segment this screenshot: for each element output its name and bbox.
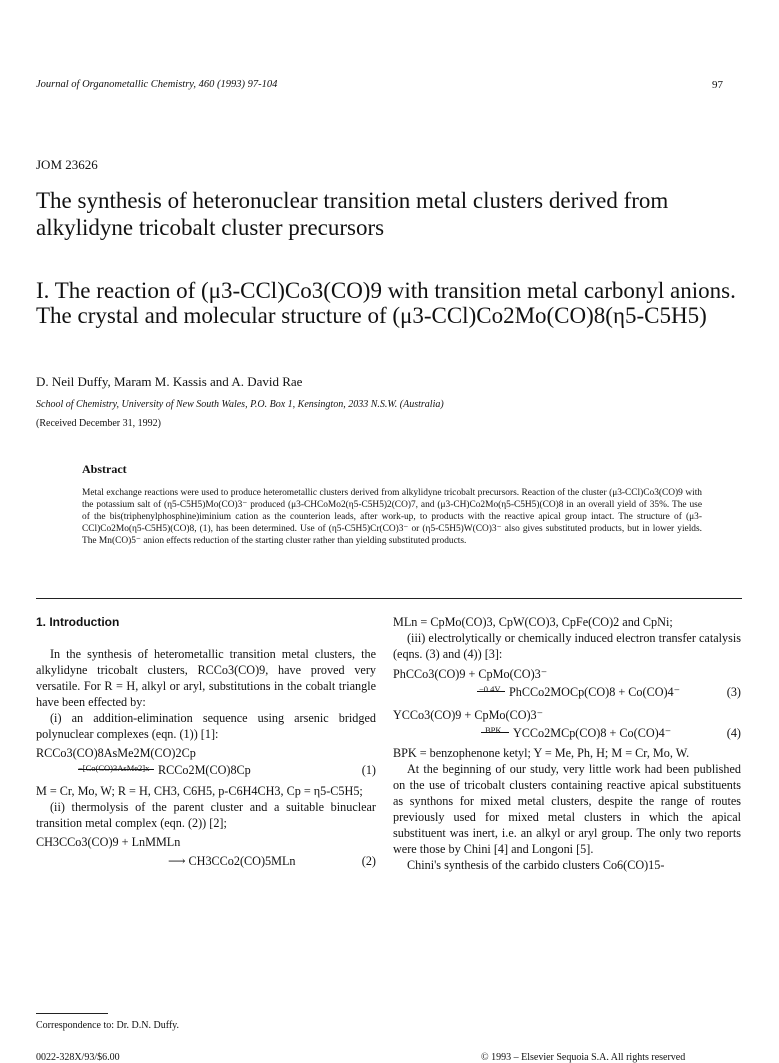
equation-1-reactants: RCCo3(CO)8AsMe2M(CO)2Cp: [36, 746, 196, 760]
equation-4-number: (4): [726, 726, 741, 740]
paragraph: In the synthesis of heterometallic transition metal clusters, the alkylidyne tricobalt clusters, RCCo3(CO)9, have proved very versatile. For R = H, alkyl or aryl, substitutions in the cobalt triangle have been effected by:: [36, 647, 376, 709]
equation-3-row: [393, 682, 741, 704]
spacer: [36, 630, 376, 646]
abstract-heading: Abstract: [82, 462, 127, 476]
journal-citation: Journal of Organometallic Chemistry, 460 (1993) 97-104: [36, 79, 278, 90]
paragraph: Chini's synthesis of the carbido clusters Co6(CO)15-: [407, 858, 665, 872]
section-heading: 1. Introduction: [36, 615, 120, 629]
paragraph: M = Cr, Mo, W; R = H, CH3, C6H5, p-C6H4CH3, Cp = η5-C5H5;: [36, 784, 363, 798]
correspondence-note: Correspondence to: Dr. D.N. Duffy.: [36, 1020, 180, 1031]
equation-4-row: [393, 723, 741, 745]
authors: D. Neil Duffy, Maram M. Kassis and A. David Rae: [36, 374, 303, 389]
paragraph: (i) an addition-elimination sequence using arsenic bridged polynuclear complexes (eqn. (1)) [1]:: [36, 711, 376, 741]
article-code: JOM 23626: [36, 157, 98, 172]
right-column: [393, 614, 741, 873]
paragraph: (ii) thermolysis of the parent cluster and a suitable binuclear transition metal complex (eqn. (2)) [2];: [36, 800, 376, 830]
paragraph: (iii) electrolytically or chemically induced electron transfer catalysis (eqns. (3) and (4)) [3]:: [393, 631, 741, 661]
equation-1-arrow: [78, 769, 154, 770]
paragraph: MLn = CpMo(CO)3, CpW(CO)3, CpFe(CO)2 and CpNi;: [393, 615, 673, 629]
equation-3-arrow: [477, 691, 505, 692]
issn: 0022-328X/93/$6.00: [36, 1052, 120, 1063]
equation-4-product: YCCo2MCp(CO)8 + Co(CO)4⁻: [513, 726, 672, 740]
equation-2-row: [36, 850, 376, 872]
equation-1-arrow-row: [36, 761, 376, 783]
equation-1-arrow-label: −[Co(CO)3AsMe2]x: [78, 763, 150, 773]
abstract-text: Metal exchange reactions were used to produce heterometallic clusters derived from alkylidyne tricobalt precursors. Reaction of the cluster (μ3-CCl)Co3(CO)9 with the potassium salt of (η5-C5H5)Mo(CO)3⁻ produced (μ3-CHCoMo2(η5-C5H5)2(CO)7, and (μ3-CH)Co2Mo(η5-C5H5)(CO)8 in an overall yield of 35%. The use of the bis(triphenylphosphine)iminium cation as the counterion leads, after work-up, to products with the reactive apical group intact. The structure of (μ3-CCl)Co2Mo(η5-C5H5)(CO)8, (1), has been determined. Use of (η5-C5H5)Cr(CO)3⁻ or (η5-C5H5)W(CO)3⁻ also gives substituted products, but in lower yields. The Mn(CO)5⁻ anion effects reduction of the starting cluster rather than yielding substituted products.: [82, 488, 702, 546]
equation-4-arrow-label: BPK: [485, 725, 502, 735]
paragraph: At the beginning of our study, very little work had been published on the use of tricobalt clusters containing reactive apical substituents as synthons for mixed metal clusters, despite the range of routes previously used for mixed metal clusters in which the apical substituent was inert, i.e. an alkyl or aryl group. The only two reports were those by Chini [4] and Longoni [5].: [393, 762, 741, 856]
equation-4-reactants: YCCo3(CO)9 + CpMo(CO)3⁻: [393, 708, 544, 722]
equation-4-arrow: [481, 732, 509, 733]
equation-3-arrow-label: −0.4V: [479, 684, 501, 694]
equation-2-reactants: CH3CCo3(CO)9 + LnMMLn: [36, 835, 181, 849]
footnote-rule: [36, 1013, 108, 1014]
paper-subtitle: I. The reaction of (μ3-CCl)Co3(CO)9 with transition metal carbonyl anions. The crystal and molecular structure of (μ3-CCl)Co2Mo(CO)8(η5-C5H5): [36, 278, 736, 328]
equation-2-number: (2): [361, 854, 376, 868]
received-date: (Received December 31, 1992): [36, 418, 161, 429]
paper-title: The synthesis of heteronuclear transition metal clusters derived from alkylidyne tricobalt cluster precursors: [36, 188, 669, 240]
affiliation: School of Chemistry, University of New South Wales, P.O. Box 1, Kensington, 2033 N.S.W. (Australia): [36, 399, 444, 410]
equation-3-product: PhCCo2MOCp(CO)8 + Co(CO)4⁻: [509, 685, 681, 699]
left-column: [36, 614, 376, 872]
equation-1-number: (1): [361, 763, 376, 777]
equation-1-product: RCCo2M(CO)8Cp: [158, 763, 251, 777]
copyright: © 1993 – Elsevier Sequoia S.A. All rights reserved: [481, 1052, 686, 1063]
section-divider: [36, 598, 742, 599]
equation-3-reactants: PhCCo3(CO)9 + CpMo(CO)3⁻: [393, 667, 548, 681]
equation-3-number: (3): [726, 685, 741, 699]
equation-2-product: ⟶ CH3CCo2(CO)5MLn: [168, 854, 296, 868]
paragraph: BPK = benzophenone ketyl; Y = Me, Ph, H; M = Cr, Mo, W.: [393, 746, 690, 760]
page-number: 97: [712, 79, 723, 91]
